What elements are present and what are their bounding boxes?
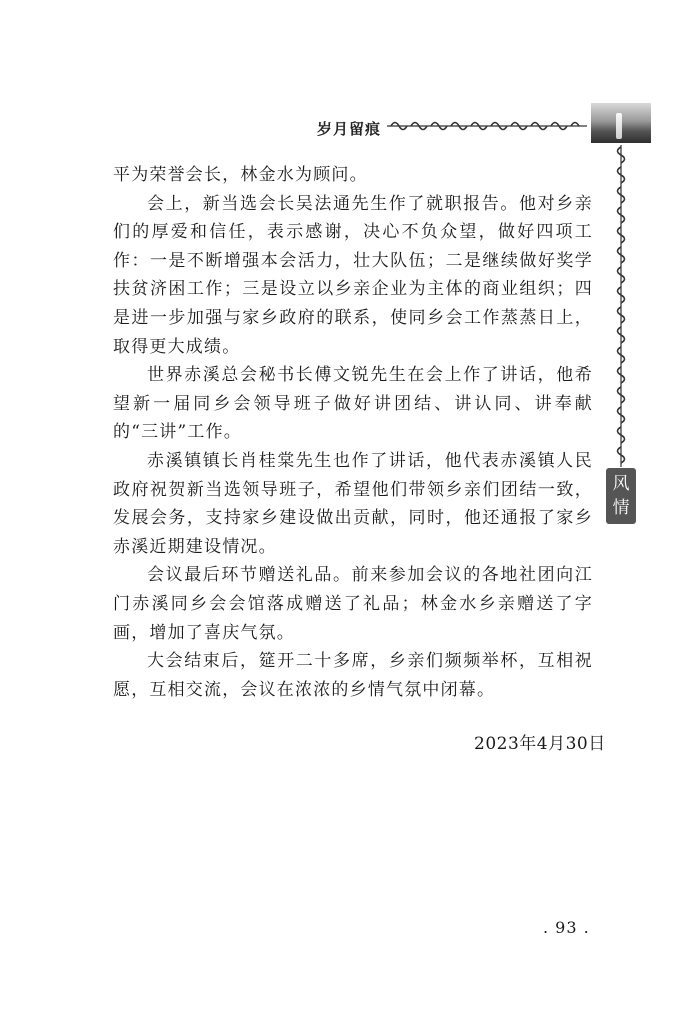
paragraph: 世界赤溪总会秘书长傅文锐先生在会上作了讲话，他希望新一届同乡会领导班子做好讲团结、讲认同、讲奉献的“三讲”工作。 — [113, 365, 593, 443]
header-ornament — [387, 118, 587, 134]
body-text — [113, 161, 593, 704]
paragraph: 会上，新当选会长吴法通先生作了就职报告。他对乡亲们的厚爱和信任，表示感谢，决心不负众望，做好四项工作：一是不断增强本会活力，壮大队伍；二是继续做好奖学扶贫济困工作；三是设立以乡亲企业为主体的商业组织；四是进一步加强与家乡政府的联系，使同乡会工作蒸蒸日上，取得更大成绩。 — [113, 193, 593, 357]
side-ornament — [609, 145, 633, 467]
paragraph: 会议最后环节赠送礼品。前来参加会议的各地社团向江门赤溪同乡会会馆落成赠送了礼品；林金水乡亲赠送了字画，增加了喜庆气氛。 — [113, 565, 593, 643]
paragraph: 赤溪镇镇长肖桂棠先生也作了讲话，他代表赤溪镇人民政府祝贺新当选领导班子，希望他们带领乡亲们团结一致，发展会务，支持家乡建设做出贡献，同时，他还通报了家乡赤溪近期建设情况。 — [113, 450, 593, 557]
waterfall-photo-icon — [591, 103, 651, 143]
date: 2023年4月30日 — [474, 734, 606, 754]
side-tab: 风情 — [606, 468, 636, 524]
paragraph: 大会结束后，筵开二十多席，乡亲们频频举杯，互相祝愿，互相交流，会议在浓浓的乡情气氛中闭幕。 — [113, 651, 593, 700]
page-number: . 93 . — [543, 918, 590, 937]
waterfall-stream — [616, 113, 622, 139]
header-section-title: 岁月留痕 — [317, 120, 382, 138]
paragraph: 平为荣誉会长，林金水为顾问。 — [113, 165, 368, 185]
